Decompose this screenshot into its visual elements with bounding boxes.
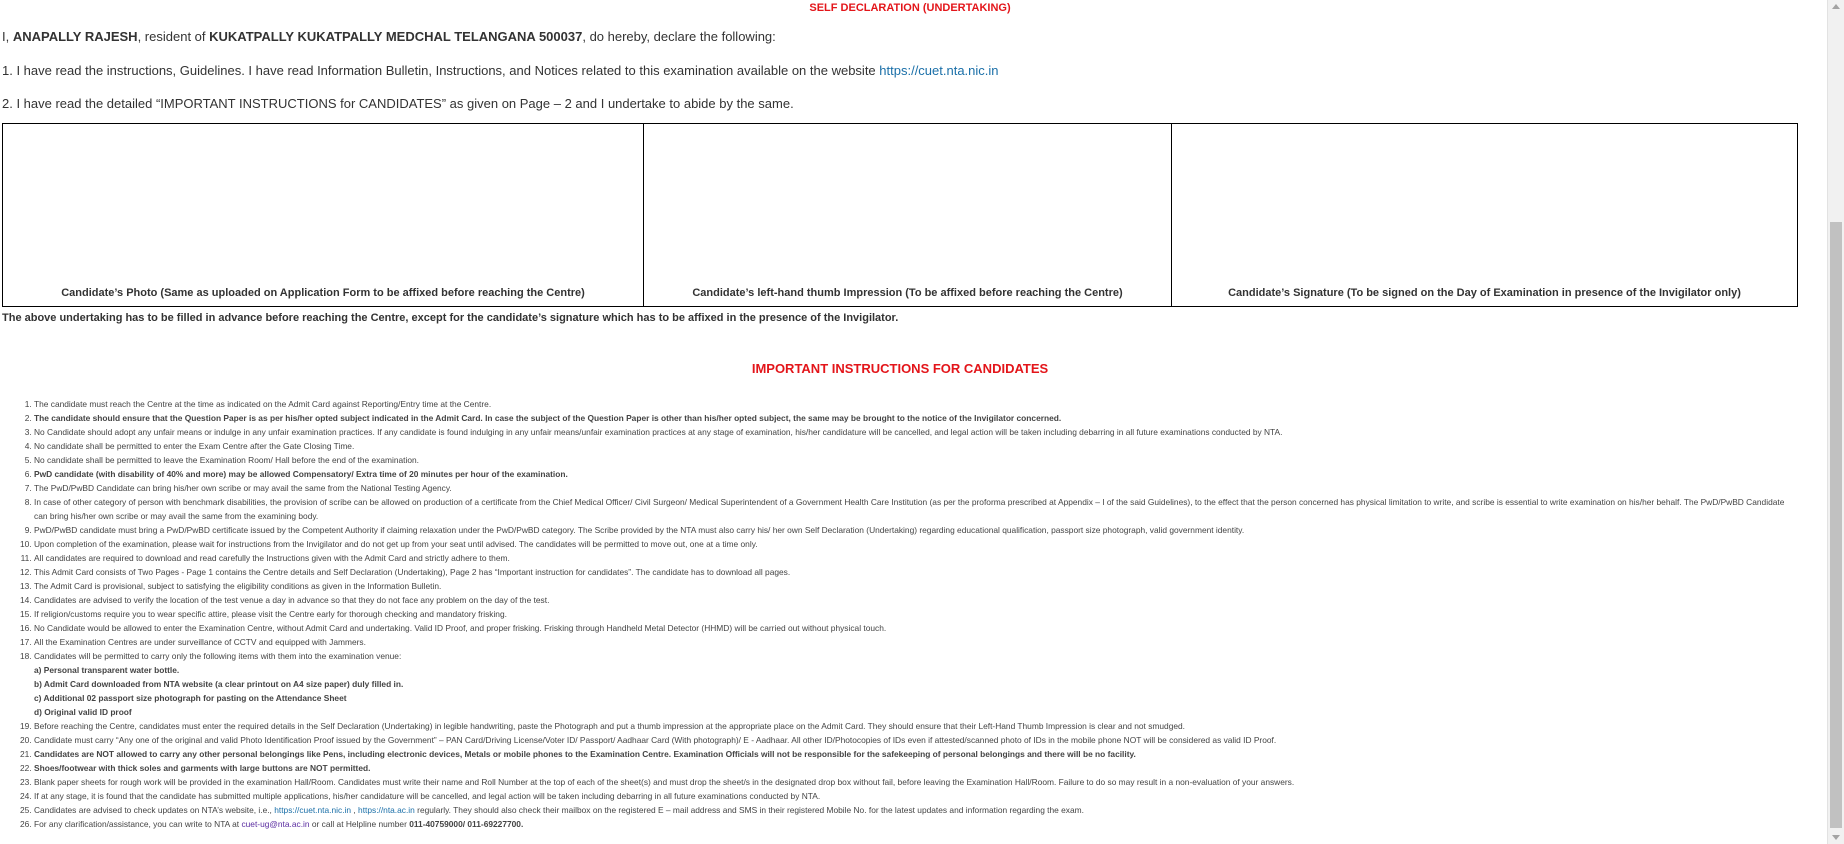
list-item: 21. Candidates are NOT allowed to carry any other personal belongings like Pens, including electronic devices, Metals or mobile phones to the Examination Centre. Examination Officials will not be responsible for the safekeeping of personal belongings and there will be no facility. xyxy=(34,747,1800,761)
resident-text: , resident of xyxy=(137,29,210,44)
cuet-website-link-2[interactable]: https://cuet.nta.nic.in xyxy=(274,805,352,815)
list-item: 4. No candidate shall be permitted to enter the Exam Centre after the Gate Closing Time. xyxy=(34,439,1800,453)
list-item: 10. Upon completion of the examination, please wait for instructions from the Invigilator and do not get up from your seat until advised. The candidates will be permitted to move out, one at a time only. xyxy=(34,537,1800,551)
list-item: 24. If at any stage, it is found that the candidate has submitted multiple applications, his/her candidature will be cancelled, and legal action will be taken including debarring in all future examinations conducted by NTA. xyxy=(34,789,1800,803)
link-separator: , xyxy=(351,805,359,815)
declaration-point-2: 2. I have read the detailed “IMPORTANT INSTRUCTIONS for CANDIDATES” as given on Page – 2 and I undertake to abide by the same. xyxy=(2,96,794,111)
support-email-link[interactable]: cuet-ug@nta.ac.in xyxy=(241,819,310,829)
photo-box-caption: Candidate’s Photo (Same as uploaded on Application Form to be affixed before reaching the Centre) xyxy=(61,287,585,299)
allowed-items-intro: Candidates will be permitted to carry only the following items with them into the examination venue: xyxy=(34,651,402,661)
list-item xyxy=(34,803,1800,817)
candidate-name: ANAPALLY RAJESH xyxy=(12,29,138,44)
list-item: 17. All the Examination Centres are under surveillance of CCTV and equipped with Jammers. xyxy=(34,635,1800,649)
scroll-down-arrow-icon[interactable] xyxy=(1832,835,1840,840)
scrollbar-thumb[interactable] xyxy=(1830,222,1842,828)
signature-box xyxy=(1172,124,1797,306)
list-item xyxy=(34,817,1800,831)
list-item: 3. No Candidate should adopt any unfair means or indulge in any unfair examination practices. If any candidate is found indulging in any unfair means/unfair examination practices at any stage of examination, his/her candidature will be cancelled, and legal action will be taken including debarring in all future examinations conducted by NTA. xyxy=(34,425,1800,439)
list-item: 2. The candidate should ensure that the Question Paper is as per his/her opted subject indicated in the Admit Card. In case the subject of the Question Paper is other than his/her opted subject, the same may be brought to the notice of the Invigilator concerned. xyxy=(34,411,1800,425)
list-item: 20. Candidate must carry “Any one of the original and valid Photo Identification Proof issued by the Government” – PAN Card/Driving License/Voter ID/ Passport/ Aadhaar Card (With photograph)/ E - Aadhaar. All other ID/Photocopies of IDs even if attested/scanned photo of IDs in the mobile phone NOT will be considered as valid ID Proof. xyxy=(34,733,1800,747)
list-item: 7. The PwD/PwBD Candidate can bring his/her own scribe or may avail the same from the National Testing Agency. xyxy=(34,481,1800,495)
list-item: 13. The Admit Card is provisional, subject to satisfying the eligibility conditions as given in the Information Bulletin. xyxy=(34,579,1800,593)
allowed-item-id-proof: d) Original valid ID proof xyxy=(34,707,132,717)
thumb-impression-box xyxy=(644,124,1172,306)
candidate-address: KUKATPALLY KUKATPALLY MEDCHAL TELANGANA 500037 xyxy=(209,29,583,44)
list-item: 15. If religion/customs require you to wear specific attire, please visit the Centre early for thorough checking and mandatory frisking. xyxy=(34,607,1800,621)
contact-text-pre: For any clarification/assistance, you can write to NTA at xyxy=(34,819,242,829)
nta-website-link[interactable]: https://nta.ac.in xyxy=(358,805,415,815)
allowed-item-admit-card: b) Admit Card downloaded from NTA website (a clear printout on A4 size paper) duly filled in. xyxy=(34,679,404,689)
list-item: 19. Before reaching the Centre, candidates must enter the required details in the Self Declaration (Undertaking) in legible handwriting, paste the Photograph and put a thumb impression at the appropriate place on the Admit Card. They should ensure that their Left-Hand Thumb Impression is clear and not smudged. xyxy=(34,719,1800,733)
list-item: 9. PwD/PwBD candidate must bring a PwD/PwBD certificate issued by the Competent Authority if claiming relaxation under the PwD/PwBD category. The Scribe provided by the NTA must also carry his/ her own Self Declaration (Undertaking) regarding educational qualification, passport size photograph, valid government identity. xyxy=(34,523,1800,537)
intro-suffix: , do hereby, declare the following: xyxy=(582,29,776,44)
intro-prefix: I, xyxy=(2,29,13,44)
signature-box-caption: Candidate’s Signature (To be signed on the Day of Examination in presence of the Invigilator only) xyxy=(1228,287,1741,299)
advance-note: The above undertaking has to be filled in advance before reaching the Centre, except for the candidate’s signature which has to be affixed in the presence of the Invigilator. xyxy=(2,312,899,324)
updates-text-post: regularly. They should also check their mailbox on the registered E – mail address and SMS in their registered Mobile No. for the latest updates and information regarding the exam. xyxy=(414,805,1084,815)
instructions-list xyxy=(0,397,1800,831)
undertaking-boxes xyxy=(2,123,1798,307)
point-1-text: 1. I have read the instructions, Guidelines. I have read Information Bulletin, Instructions, and Notices related to this examination available on the website xyxy=(2,63,880,78)
contact-text-mid: or call at Helpline number xyxy=(309,819,410,829)
list-item: 5. No candidate shall be permitted to leave the Examination Room/ Hall before the end of the examination. xyxy=(34,453,1800,467)
list-item: 6. PwD candidate (with disability of 40% and more) may be allowed Compensatory/ Extra time of 20 minutes per hour of the examination. xyxy=(34,467,1800,481)
list-item: 11. All candidates are required to download and read carefully the Instructions given with the Admit Card and strictly adhere to them. xyxy=(34,551,1800,565)
photo-box xyxy=(3,124,644,306)
list-item xyxy=(34,649,1800,719)
allowed-item-water-bottle: a) Personal transparent water bottle. xyxy=(34,665,180,675)
list-item: 16. No Candidate would be allowed to enter the Examination Centre, without Admit Card and undertaking. Valid ID Proof, and proper frisking. Frisking through Handheld Metal Detector (HHMD) will be carried out without physical touch. xyxy=(34,621,1800,635)
instructions-title: IMPORTANT INSTRUCTIONS FOR CANDIDATES xyxy=(751,361,1049,376)
thumb-box-caption: Candidate’s left-hand thumb Impression (To be affixed before reaching the Centre) xyxy=(692,287,1123,299)
allowed-item-photographs: c) Additional 02 passport size photograph for pasting on the Attendance Sheet xyxy=(34,693,347,703)
page-title: SELF DECLARATION (UNDERTAKING) xyxy=(809,2,1011,14)
helpline-number: 011-40759000/ 011-69227700. xyxy=(409,819,524,829)
list-item: 14. Candidates are advised to verify the location of the test venue a day in advance so that they do not face any problem on the day of the test. xyxy=(34,593,1800,607)
list-item: 12. This Admit Card consists of Two Pages - Page 1 contains the Centre details and Self Declaration (Undertaking), Page 2 has “Important instruction for candidates”. The candidate has to download all pages. xyxy=(34,565,1800,579)
list-item: 1. The candidate must reach the Centre at the time as indicated on the Admit Card against Reporting/Entry time at the Centre. xyxy=(34,397,1800,411)
list-item: 22. Shoes/footwear with thick soles and garments with large buttons are NOT permitted. xyxy=(34,761,1800,775)
cuet-website-link[interactable]: https://cuet.nta.nic.in xyxy=(879,63,999,78)
vertical-scrollbar[interactable] xyxy=(1827,0,1844,844)
scroll-up-arrow-icon[interactable] xyxy=(1832,4,1840,9)
list-item: 23. Blank paper sheets for rough work will be provided in the examination Hall/Room. Candidates must write their name and Roll Number at the top of each of the sheet(s) and must drop the sheet/s in the designated drop box without fail, before leaving the Examination Hall/Room. Failure to do so may result in a non-evaluation of your answers. xyxy=(34,775,1800,789)
declaration-point-1 xyxy=(2,63,999,78)
updates-text-pre: Candidates are advised to check updates on NTA’s website, i.e., xyxy=(34,805,275,815)
list-item: 8. In case of other category of person with benchmark disabilities, the provision of scribe can be allowed on production of a certificate from the Chief Medical Officer/ Civil Surgeon/ Medical Superintendent of a Government Health Care Institution (as per the proforma prescribed at Appendix – I of the said Guidelines), to the effect that the person concerned has physical limitation to write, and scribe is essential to write examination on his/her behalf. The PwD/PwBD Candidate can bring his/her own scribe or may avail the same from the examining body. xyxy=(34,495,1800,523)
declaration-intro xyxy=(2,29,776,44)
